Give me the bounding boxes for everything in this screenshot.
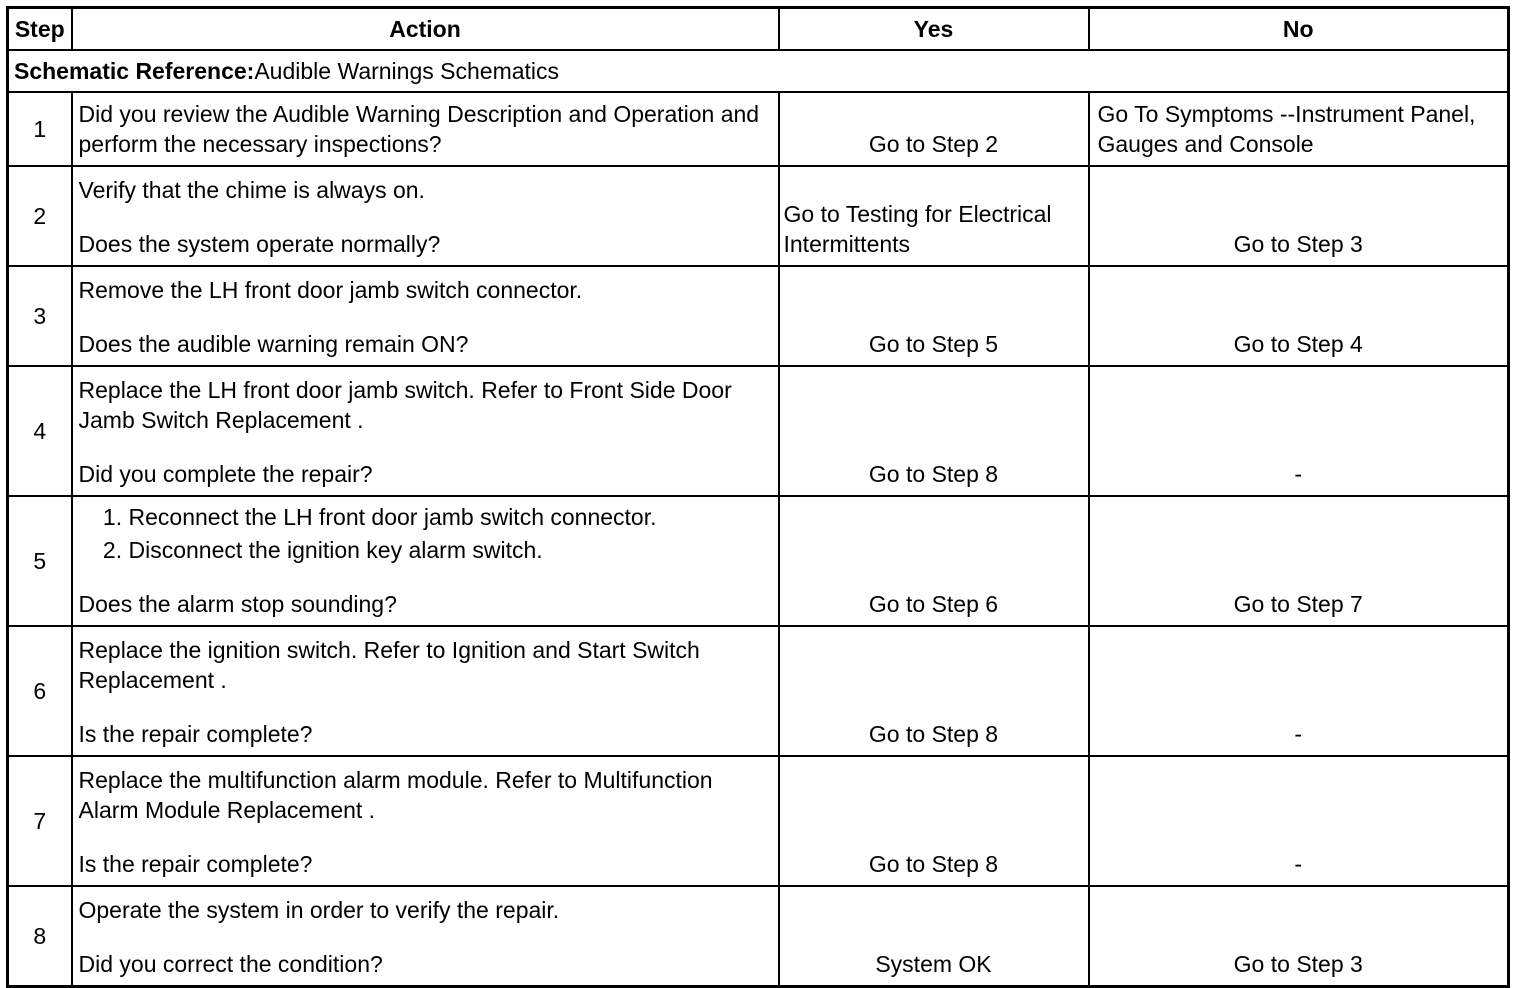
action-text: Operate the system in order to verify the repair.	[78, 897, 560, 923]
yes-cell[interactable]: Go to Step 8	[779, 756, 1089, 886]
action-list	[79, 501, 772, 567]
step-number: 7	[8, 756, 72, 886]
table-row	[8, 886, 1509, 987]
no-cell[interactable]: Go To Symptoms --Instrument Panel, Gauges and Console	[1089, 92, 1509, 166]
step-number: 3	[8, 266, 72, 366]
step-number: 2	[8, 166, 72, 266]
table-row	[8, 366, 1509, 496]
no-cell: -	[1089, 756, 1509, 886]
action-text: Replace the multifunction alarm module. Refer to Multifunction Alarm Module Replacement .	[78, 767, 713, 823]
step-number: 6	[8, 626, 72, 756]
table-row	[8, 92, 1509, 166]
no-cell[interactable]: Go to Step 4	[1089, 266, 1509, 366]
no-cell: -	[1089, 626, 1509, 756]
schematic-label: Schematic Reference:	[14, 57, 255, 84]
no-cell: -	[1089, 366, 1509, 496]
no-cell[interactable]: Go to Step 7	[1089, 496, 1509, 626]
yes-cell: System OK	[779, 886, 1089, 987]
action-question: Did you correct the condition?	[78, 951, 383, 977]
action-cell	[72, 166, 779, 266]
header-no: No	[1089, 8, 1509, 51]
step-number: 1	[8, 92, 72, 166]
schematic-link[interactable]: Audible Warnings Schematics	[254, 57, 560, 84]
no-cell[interactable]: Go to Step 3	[1089, 886, 1509, 987]
action-cell	[72, 266, 779, 366]
action-text: Did you review the Audible Warning Description and Operation and perform the necessary inspections?	[78, 101, 760, 157]
action-question: Is the repair complete?	[78, 721, 313, 747]
diagnostic-table-container	[6, 6, 1507, 988]
action-text: Replace the LH front door jamb switch. Refer to Front Side Door Jamb Switch Replacement .	[78, 377, 732, 433]
action-text: Replace the ignition switch. Refer to Ignition and Start Switch Replacement .	[78, 637, 700, 693]
diagnostic-table	[6, 6, 1510, 988]
action-cell	[72, 756, 779, 886]
table-row	[8, 266, 1509, 366]
yes-cell[interactable]: Go to Step 2	[779, 92, 1089, 166]
table-row	[8, 756, 1509, 886]
yes-cell[interactable]: Go to Step 5	[779, 266, 1089, 366]
action-cell	[72, 886, 779, 987]
list-item: 1. Reconnect the LH front door jamb switch connector.	[129, 501, 772, 534]
schematic-reference	[8, 50, 1509, 92]
action-question: Does the system operate normally?	[78, 231, 441, 257]
yes-cell[interactable]: Go to Step 8	[779, 626, 1089, 756]
action-question: Did you complete the repair?	[78, 461, 373, 487]
table-row	[8, 626, 1509, 756]
action-question: Is the repair complete?	[78, 851, 313, 877]
action-text: Verify that the chime is always on.	[78, 177, 425, 203]
action-question: Does the audible warning remain ON?	[78, 331, 469, 357]
list-item: 2. Disconnect the ignition key alarm switch.	[129, 534, 772, 567]
yes-cell[interactable]: Go to Testing for Electrical Intermittents	[779, 166, 1089, 266]
yes-cell[interactable]: Go to Step 8	[779, 366, 1089, 496]
header-row	[8, 8, 1509, 51]
header-step: Step	[8, 8, 72, 51]
action-cell	[72, 92, 779, 166]
step-number: 4	[8, 366, 72, 496]
table-row	[8, 166, 1509, 266]
action-cell	[72, 626, 779, 756]
header-action: Action	[72, 8, 779, 51]
no-cell[interactable]: Go to Step 3	[1089, 166, 1509, 266]
step-number: 8	[8, 886, 72, 987]
header-yes: Yes	[779, 8, 1089, 51]
yes-cell[interactable]: Go to Step 6	[779, 496, 1089, 626]
action-cell	[72, 496, 779, 626]
action-question: Does the alarm stop sounding?	[78, 591, 397, 617]
action-cell	[72, 366, 779, 496]
table-row	[8, 496, 1509, 626]
step-number: 5	[8, 496, 72, 626]
action-text: Remove the LH front door jamb switch connector.	[78, 277, 583, 303]
schematic-row	[8, 50, 1509, 92]
